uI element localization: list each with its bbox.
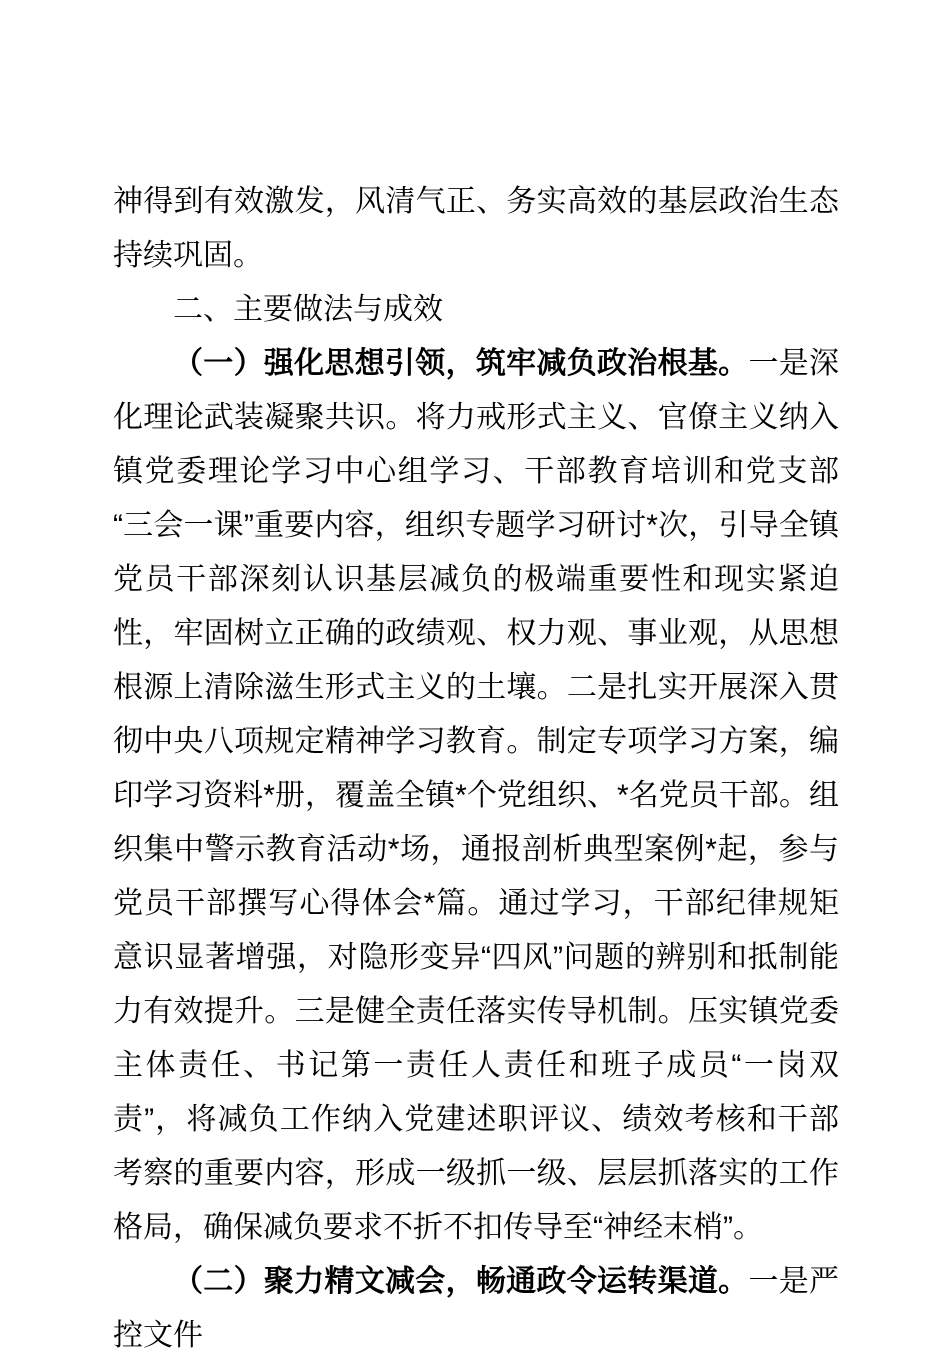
subsection-one-bold-lead: （一）强化思想引领，筑牢减负政治根基。 (173, 347, 749, 380)
page-text-body (113, 175, 839, 1363)
subsection-two-bold-lead: （二）聚力精文减会，畅通政令运转渠道。 (173, 1265, 749, 1298)
section-heading-main-practices: 二、主要做法与成效 (173, 293, 443, 326)
subsection-one-paragraph (113, 337, 839, 1255)
subsection-one-body: 一是深化理论武装凝聚共识。将力戒形式主义、官僚主义纳入镇党委理论学习中心组学习、干部教育培训和党支部“三会一课”重要内容，组织专题学习研讨*次，引导全镇党员干部深刻认识基层减负的极端重要性和现实紧迫性，牢固树立正确的政绩观、权力观、事业观，从思想根源上清除滋生形式主义的土壤。二是扎实开展深入贯彻中央八项规定精神学习教育。制定专项学习方案，编印学习资料*册，覆盖全镇*个党组织、*名党员干部。组织集中警示教育活动*场，通报剖析典型案例*起，参与党员干部撰写心得体会*篇。通过学习，干部纪律规矩意识显著增强，对隐形变异“四风”问题的辨别和抵制能力有效提升。三是健全责任落实传导机制。压实镇党委主体责任、书记第一责任人责任和班子成员“一岗双责”，将减负工作纳入党建述职评议、绩效考核和干部考察的重要内容，形成一级抓一级、层层抓落实的工作格局，确保减负要求不折不扣传导至“神经末梢”。 (113, 347, 840, 1244)
paragraph-continued: 神得到有效激发，风清气正、务实高效的基层政治生态持续巩固。 (113, 185, 839, 272)
subsection-two-paragraph (113, 1255, 839, 1363)
subsection-two-body: 一是严控文件 (113, 1265, 840, 1352)
